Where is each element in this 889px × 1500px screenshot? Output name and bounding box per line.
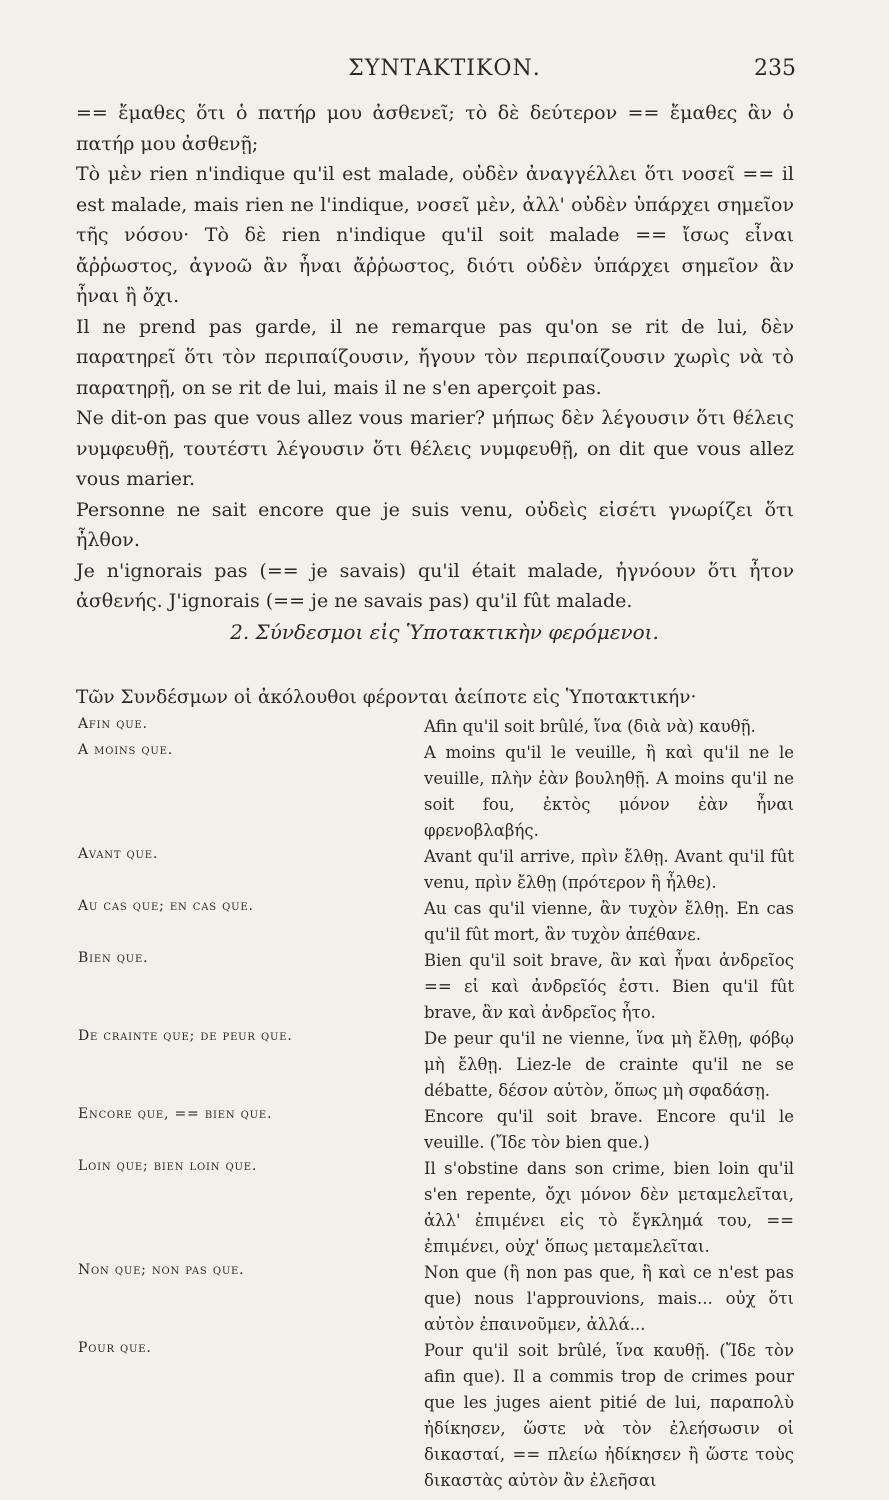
conjunction-row: [76, 1104, 794, 1156]
paragraph: Ne dit-on pas que vous allez vous marier? μήπως δὲν λέγουσιν ὅτι θέλεις νυμφευθῇ, τουτέστι λέγουσιν ὅτι θέλεις νυμφευθῇ, on dit que vous allez vous marier.: [76, 407, 794, 490]
conjunction-table: [76, 714, 794, 1494]
conjunction-example: Avant qu'il arrive, πρὶν ἔλθῃ. Avant qu'il fût venu, πρὶν ἔλθῃ (πρότερον ἢ ἦλθε).: [424, 847, 794, 892]
conjunction-row: [76, 1260, 794, 1338]
section-intro: Τῶν Συνδέσμων οἱ ἀκόλουθοι φέρονται ἀείποτε εἰς Ὑποτακτικήν·: [76, 687, 697, 708]
section-heading: 2. Σύνδεσμοι εἰς Ὑποτακτικὴν φερόμενοι.: [230, 620, 659, 644]
conjunction-example: Il s'obstine dans son crime, bien loin qu'il s'en repente, ὄχι μόνον δὲν μεταμελεῖται, ἀλλ' ἐπιμένει εἰς τὸ ἔγκλημά του, == ἐπιμένει, οὐχ' ὅπως μεταμελεῖται.: [424, 1159, 794, 1256]
conjunction-term: Encore que, == bien que.: [78, 1106, 273, 1122]
conjunction-row: [76, 1026, 794, 1104]
paragraph: Personne ne sait encore que je suis venu, οὐδεὶς εἰσέτι γνωρίζει ὅτι ἦλθον.: [76, 498, 794, 551]
conjunction-example: A moins qu'il le veuille, ἢ καὶ qu'il ne le veuille, πλὴν ἐὰν βουληθῇ. A moins qu'il ne soit fou, ἐκτὸς μόνον ἐὰν ἦναι φρενοβλαβής.: [424, 743, 794, 840]
conjunction-row: [76, 740, 794, 844]
conjunction-row: [76, 844, 794, 896]
conjunction-term: Bien que.: [78, 950, 149, 966]
conjunction-term: De crainte que; de peur que.: [78, 1028, 293, 1044]
main-text: [76, 98, 794, 617]
conjunction-row: [76, 1338, 794, 1494]
conjunction-term: A moins que.: [78, 742, 173, 758]
conjunction-term: Au cas que; en cas que.: [78, 898, 254, 914]
conjunction-row: [76, 896, 794, 948]
conjunction-example: Afin qu'il soit brûlé, ἵνα (διὰ νὰ) καυθῇ.: [424, 717, 756, 736]
conjunction-row: [76, 948, 794, 1026]
conjunction-term: Avant que.: [78, 846, 159, 862]
conjunction-row: [76, 1156, 794, 1260]
conjunction-example: Bien qu'il soit brave, ἂν καὶ ἦναι ἀνδρεῖος == εἰ καὶ ἀνδρεῖός ἐστι. Bien qu'il fût brave, ἂν καὶ ἀνδρεῖος ἦτο.: [424, 951, 794, 1022]
conjunction-term: Pour que.: [78, 1340, 152, 1356]
conjunction-example: Encore qu'il soit brave. Encore qu'il le veuille. (Ἴδε τὸν bien que.): [424, 1107, 794, 1152]
conjunction-term: Non que; non pas que.: [78, 1262, 245, 1278]
running-title: ΣΥΝΤΑΚΤΙΚΟΝ.: [348, 56, 541, 81]
conjunction-row: [76, 714, 794, 740]
conjunction-term: Loin que; bien loin que.: [78, 1158, 258, 1174]
page-header: [0, 54, 889, 84]
paragraph: Τὸ μὲν rien n'indique qu'il est malade, οὐδὲν ἀναγγέλλει ὅτι νοσεῖ == il est malade, mais rien ne l'indique, νοσεῖ μὲν, ἀλλ' οὐδὲν ὑπάρχει σημεῖον τῆς νόσου· Τὸ δὲ rien n'indique qu'il soit malade == ἴσως εἶναι ἄῤῥωστος, ἀγνοῶ ἂν ἦναι ἄῤῥωστος, διότι οὐδὲν ὑπάρχει σημεῖον ἂν ἦναι ἢ ὄχι.: [76, 163, 794, 307]
conjunction-example: Pour qu'il soit brûlé, ἵνα καυθῇ. (Ἴδε τὸν afin que). Il a commis trop de crimes pour que les juges aient pitié de lui, παραπολὺ ἠδίκησεν, ὥστε νὰ τὸν ἐλεήσωσιν οἱ δικασταί, == πλείω ἠδίκησεν ἢ ὥστε τοὺς δικαστὰς αὐτὸν ἂν ἐλεῆσαι: [424, 1341, 794, 1490]
paragraph: Je n'ignorais pas (== je savais) qu'il était malade, ἠγνόουν ὅτι ἦτον ἀσθενής. J'ignorais (== je ne savais pas) qu'il fût malade.: [76, 559, 794, 612]
page-number: 235: [754, 56, 796, 81]
conjunction-example: Non que (ἢ non pas que, ἢ καὶ ce n'est pas que) nous l'approuvions, mais... οὐχ ὅτι αὐτὸν ἐπαινοῦμεν, ἀλλά...: [424, 1263, 794, 1334]
conjunction-example: Au cas qu'il vienne, ἂν τυχὸν ἔλθῃ. En cas qu'il fût mort, ἂν τυχὸν ἀπέθανε.: [424, 899, 794, 944]
paragraph: Il ne prend pas garde, il ne remarque pas qu'on se rit de lui, δὲν παρατηρεῖ ὅτι τὸν περιπαίζουσιν, ἤγουν τὸν περιπαίζουσιν χωρὶς νὰ τὸ παρατηρῇ, on se rit de lui, mais il ne s'en aperçoit pas.: [76, 315, 794, 399]
paragraph-continuation: == ἔμαθες ὅτι ὁ πατήρ μου ἀσθενεῖ; τὸ δὲ δεύτερον == ἔμαθες ἂν ὁ πατήρ μου ἀσθενῇ;: [76, 102, 794, 155]
conjunction-example: De peur qu'il ne vienne, ἵνα μὴ ἔλθῃ, φόβῳ μὴ ἔλθῃ. Liez-le de crainte qu'il ne se débatte, δέσον αὐτὸν, ὅπως μὴ σφαδάσῃ.: [424, 1029, 794, 1100]
conjunction-term: Afin que.: [78, 716, 148, 732]
